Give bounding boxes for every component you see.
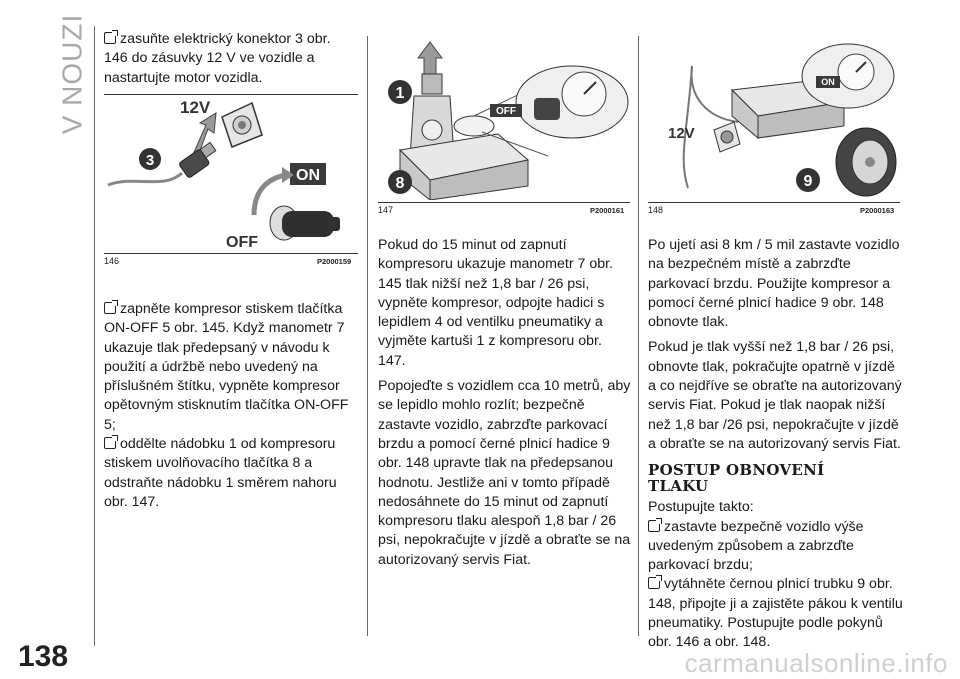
on-label: ON	[821, 77, 835, 87]
figure-147	[378, 38, 630, 200]
figure-146-bottom-rule	[104, 253, 358, 254]
column-1-bottom	[104, 300, 362, 518]
figure-146-code: P2000159	[317, 257, 352, 266]
col1-bullet2: oddělte nádobku 1 od kompresoru stiskem uvolňovacího tlačítka 8 a odstraňte nádobku 1 směrem nahoru obr. 147.	[104, 436, 337, 510]
on-label: ON	[296, 167, 320, 184]
figure-148-bottom-rule	[648, 202, 900, 203]
label-12v: 12V	[180, 98, 211, 117]
figure-146	[104, 95, 358, 250]
figure-148	[648, 38, 900, 200]
col1-intro: zasuňte elektrický konektor 3 obr. 146 do zásuvky 12 V ve vozidle a nastartujte motor vozidla.	[104, 31, 331, 86]
column-1-top	[104, 30, 358, 94]
section-tab-label: V NOUZI	[56, 13, 88, 135]
bullet-icon	[104, 32, 116, 44]
label-12v: 12V	[668, 125, 695, 142]
bullet-icon	[104, 437, 116, 449]
socket-12v-icon	[222, 103, 262, 147]
bullet-icon	[648, 577, 660, 589]
off-label: OFF	[226, 234, 258, 250]
callout-9-label: 9	[803, 173, 813, 190]
column-rule-mid2	[638, 36, 639, 636]
page-number: 138	[18, 640, 69, 673]
column-rule-left	[94, 26, 95, 646]
col3-p2: Pokud je tlak vyšší než 1,8 bar / 26 psi, obnovte tlak, pokračujte opatrně v jízdě a co nejdříve se obraťte na autorizovaný servis Fiat. Pokud je tlak naopak nižší než 1,8 bar /26 psi, nepokračujte v jízdě a obraťte se na autorizovaný servis Fiat.	[648, 339, 902, 452]
col3-p1: Po ujetí asi 8 km / 5 mil zastavte vozidlo na bezpečném místě a zabrzďte parkovací brzdu. Použijte kompresor a pomocí černé plnicí hadice 9 obr. 148 obnovte tlak.	[648, 237, 900, 331]
col3-bullet2: vytáhněte černou plnicí trubku 9 obr. 148, připojte ji a zajistěte pákou k ventilu pneumatiky. Postupujte podle pokynů obr. 146 a obr. 148.	[648, 576, 903, 651]
gauge-zoom-icon	[802, 44, 894, 108]
col1-bullet1: zapněte kompresor stiskem tlačítka ON-OFF 5 obr. 145. Když manometr 7 ukazuje tlak předepsaný v návodu k použití a údržbě nebo uvedený na příslušném štítku, vypněte kompresor opětovným stisknutím tlačítka ON-OFF 5;	[104, 301, 349, 433]
watermark: carmanualsonline.info	[684, 648, 948, 678]
figure-147-bottom-rule	[378, 202, 630, 203]
ignition-key-icon	[270, 206, 340, 240]
figure-146-number: 146	[104, 256, 120, 266]
callout-1-label: 1	[395, 85, 405, 102]
off-label: OFF	[496, 106, 516, 117]
figure-148-number: 148	[648, 205, 664, 215]
column-rule-mid1	[367, 36, 368, 636]
callout-8-label: 8	[395, 175, 405, 192]
col3-p3: Postupujte takto:	[648, 499, 754, 516]
figure-147-number: 147	[378, 205, 394, 215]
figure-147-code: P2000161	[590, 206, 625, 215]
col2-p2: Popojeďte s vozidlem cca 10 metrů, aby se lepidlo mohlo rozlít; bezpečně zastavte vozidlo, zabrzďte parkovací brzdu a pomocí černé plnicí hadice 9 obr. 148 upravte tlak na předepsanou hodnotu. Jestliže ani v tomto případě nedosáhnete do 15 minut od zapnutí kompresoru tlaku alespoň 1,8 bar / 26 psi, nepokračujte v jízdě a obraťte se na autorizovaný servis Fiat.	[378, 378, 631, 568]
socket-12v-icon	[714, 122, 740, 152]
figure-148-code: P2000163	[860, 206, 895, 215]
bullet-icon	[648, 520, 660, 532]
section-tab	[52, 13, 88, 135]
col3-bullet1: zastavte bezpečně vozidlo výše uvedeným způsobem a zabrzďte parkovací brzdu;	[648, 518, 864, 574]
col2-p1: Pokud do 15 minut od zapnutí kompresoru ukazuje manometr 7 obr. 145 tlak nižší než 1,8 bar / 26 psi, vypněte kompresor, odpojte hadici s lepidlem 4 od ventilku pneumatiky a vyjměte kartuši 1 z kompresoru obr. 147.	[378, 237, 613, 369]
tire-icon	[836, 128, 896, 196]
bullet-icon	[104, 302, 116, 314]
section-heading: POSTUP OBNOVENÍ TLAKU	[648, 461, 825, 496]
column-3	[648, 236, 906, 659]
callout-3-label: 3	[145, 152, 155, 169]
up-arrow-icon	[418, 42, 442, 74]
column-2	[378, 236, 632, 576]
